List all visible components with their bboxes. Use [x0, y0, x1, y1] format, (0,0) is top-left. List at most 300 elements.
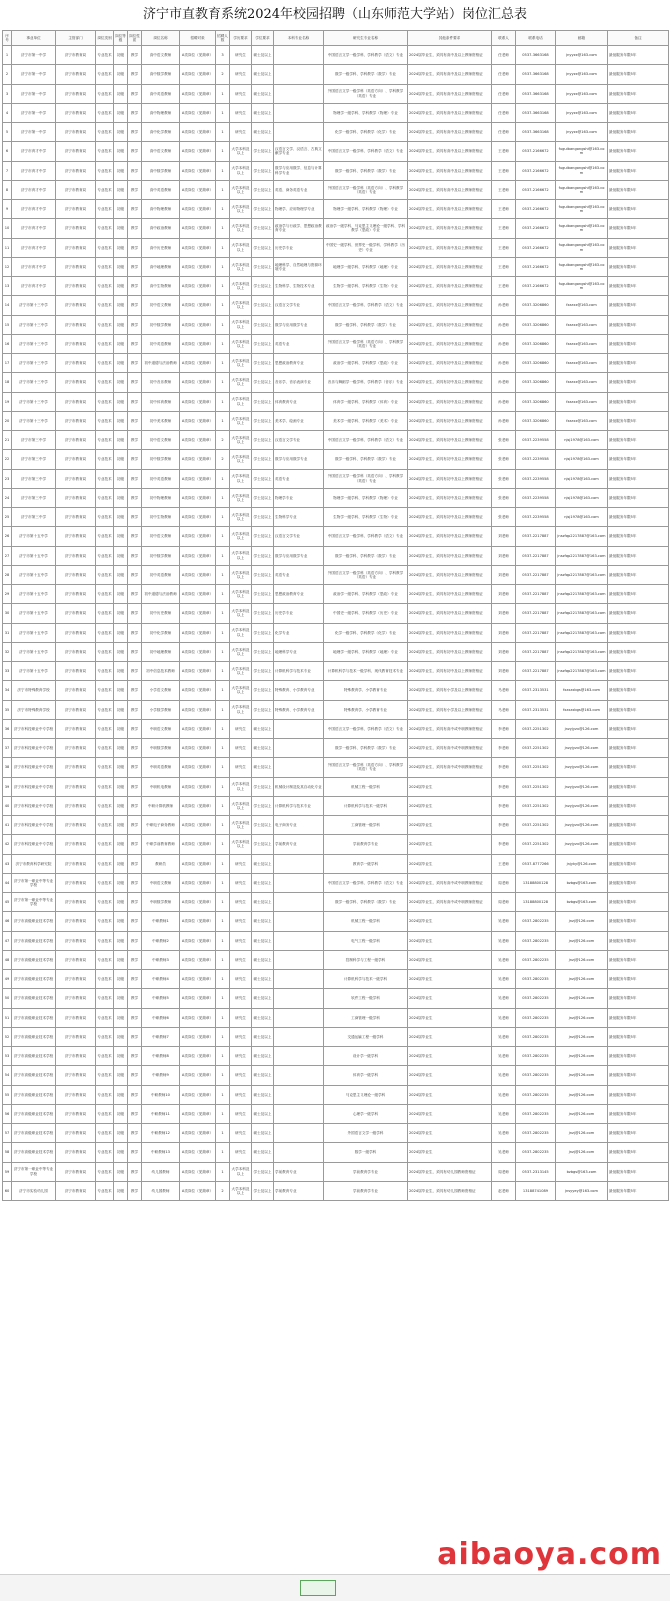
table-cell: 张老师	[492, 469, 516, 488]
table-cell: 0537-2166672	[516, 257, 556, 276]
table-cell: jnzj@126.com	[556, 950, 608, 969]
table-cell: 中国语言文学一级学科、学科教学（语文）专业	[324, 142, 408, 161]
table-cell: 1	[216, 103, 230, 122]
table-cell: 最低服务年限5年	[608, 450, 669, 469]
table-cell: 2024届毕业生，须具有高中及以上教师资格证	[408, 103, 492, 122]
table-cell: 济宁市教育局	[56, 527, 96, 546]
table-cell: 学士及以上	[252, 835, 274, 854]
table-cell: 2	[3, 65, 12, 84]
column-header: 岗位等级	[114, 31, 128, 46]
table-cell: 外国语言文学一级学科（英语方向）、学科教学（英语）专业	[324, 180, 408, 199]
table-cell: 0537-3206860	[516, 334, 556, 353]
table-cell: 大学本科及以上	[230, 219, 252, 238]
table-cell: 1	[216, 854, 230, 873]
table-cell: 初级	[114, 1162, 128, 1181]
table-cell: 初中数学教师	[142, 315, 180, 334]
table-cell: 初级	[114, 1104, 128, 1123]
table-cell: A类岗位（见简章）	[180, 142, 216, 161]
table-cell: 刘老师	[492, 546, 516, 565]
table-cell: 电子商务专业	[274, 816, 324, 835]
table-cell: 济宁市第十五中学	[12, 623, 56, 642]
table-cell: 济宁市高级职业技术学校	[12, 950, 56, 969]
table-cell: 研究生	[230, 1143, 252, 1162]
table-cell: 研究生	[230, 950, 252, 969]
table-cell: 2024届毕业生，须具有初中及以上教师资格证	[408, 296, 492, 315]
table-cell: 初级	[114, 469, 128, 488]
table-cell: fuguibangongshi@163.com	[556, 142, 608, 161]
table-cell: 6	[3, 142, 12, 161]
table-cell: 初级	[114, 1085, 128, 1104]
table-cell: 最低服务年限5年	[608, 84, 669, 103]
table-cell	[274, 719, 324, 738]
table-cell: 58	[3, 1143, 12, 1162]
table-cell: 中职英语教师	[142, 758, 180, 777]
table-cell: 0537-3206860	[516, 373, 556, 392]
table-cell: 李老师	[492, 777, 516, 796]
table-cell: 大学本科及以上	[230, 1181, 252, 1200]
table-cell: 济宁市第十三中学	[12, 296, 56, 315]
table-cell: 济宁市第三中学	[12, 488, 56, 507]
table-row	[3, 623, 669, 642]
table-cell: 学前教育专业	[274, 1162, 324, 1181]
table-cell: 教学	[128, 296, 142, 315]
table-cell: 初中音乐教师	[142, 373, 180, 392]
table-cell: 李老师	[492, 835, 516, 854]
table-cell: 教学	[128, 719, 142, 738]
table-cell: 0537-2239558	[516, 450, 556, 469]
table-cell: jnzj@126.com	[556, 970, 608, 989]
table-cell: 大学本科及以上	[230, 527, 252, 546]
table-cell: 专业技术	[96, 1047, 114, 1066]
table-cell: 硕士及以上	[252, 1104, 274, 1123]
table-cell: 13	[3, 277, 12, 296]
table-cell: 1	[216, 315, 230, 334]
table-cell: 60	[3, 1181, 12, 1200]
table-cell: 专业技术	[96, 893, 114, 912]
table-cell: 王老师	[492, 257, 516, 276]
table-cell: 初级	[114, 931, 128, 950]
table-cell: 0537-2239558	[516, 431, 556, 450]
table-cell: 济宁市育才中学	[12, 161, 56, 180]
table-cell	[274, 1008, 324, 1027]
table-cell: 教学	[128, 508, 142, 527]
table-cell: 2024届毕业生，须具有初中及以上教师资格证	[408, 642, 492, 661]
table-cell: 1	[216, 719, 230, 738]
table-cell: 数学与应用数学专业	[274, 450, 324, 469]
table-cell: 学士及以上	[252, 546, 274, 565]
table-cell: 任老师	[492, 84, 516, 103]
table-cell: 31	[3, 623, 12, 642]
table-cell: 最低服务年限5年	[608, 758, 669, 777]
table-cell: 济宁市教育局	[56, 796, 96, 815]
table-cell	[274, 1027, 324, 1046]
table-cell: 2024届毕业生	[408, 777, 492, 796]
table-cell: 刘老师	[492, 604, 516, 623]
table-cell: 专业技术	[96, 238, 114, 257]
table-cell: 中国语言文学一级学科、学科教学（语文）专业	[324, 873, 408, 892]
table-cell: jnzj@126.com	[556, 1124, 608, 1143]
table-cell: 学士及以上	[252, 527, 274, 546]
table-cell: 济宁市教育局	[56, 623, 96, 642]
table-cell: 最低服务年限5年	[608, 950, 669, 969]
table-cell: 最低服务年限5年	[608, 816, 669, 835]
table-cell: 0537-2217887	[516, 662, 556, 681]
table-cell: 吴老师	[492, 1085, 516, 1104]
table-row	[3, 354, 669, 373]
table-cell: 中国史一级学科、世界史一级学科、学科教学（历史）专业	[324, 238, 408, 257]
table-cell: 特殊教育学、小学教育专业	[324, 681, 408, 700]
table-cell: fzzzxx@163.com	[556, 411, 608, 430]
table-cell: fuguibangongshi@163.com	[556, 238, 608, 257]
table-cell: 中国语言文学一级学科、学科教学（语文）专业	[324, 431, 408, 450]
table-cell: 机械工程一级学科	[324, 912, 408, 931]
table-cell: 吴老师	[492, 1124, 516, 1143]
table-cell: 济宁市教育局	[56, 604, 96, 623]
table-row	[3, 1008, 669, 1027]
table-cell: 幼儿园教师	[142, 1162, 180, 1181]
table-row	[3, 180, 669, 199]
table-cell: 教学	[128, 488, 142, 507]
table-row	[3, 508, 669, 527]
table-cell: A类岗位（见简章）	[180, 1104, 216, 1123]
table-cell: 物理学专业	[274, 488, 324, 507]
recruitment-sheet	[2, 30, 668, 1201]
table-cell: 数学一级学科、学科教学（数学）专业	[324, 893, 408, 912]
table-cell: 专业技术	[96, 296, 114, 315]
table-cell: 教学	[128, 1143, 142, 1162]
table-row	[3, 84, 669, 103]
table-cell: 物理学一级学科、学科教学（物理）专业	[324, 200, 408, 219]
table-cell: A类岗位（见简章）	[180, 411, 216, 430]
table-cell: 初级	[114, 719, 128, 738]
table-cell: 教学	[128, 334, 142, 353]
table-cell: 学士及以上	[252, 277, 274, 296]
table-cell: 最低服务年限5年	[608, 180, 669, 199]
table-row	[3, 1027, 669, 1046]
table-cell: 27	[3, 546, 12, 565]
table-cell: 专业技术	[96, 700, 114, 719]
table-cell: 28	[3, 565, 12, 584]
table-cell: 思想政治教育专业	[274, 354, 324, 373]
table-cell: 2024届毕业生	[408, 835, 492, 854]
table-cell: njsj1978@163.com	[556, 469, 608, 488]
table-cell: 教学	[128, 642, 142, 661]
table-cell: 硕士及以上	[252, 1008, 274, 1027]
table-cell: 1	[216, 989, 230, 1008]
table-cell: 体育学一级学科	[324, 1066, 408, 1085]
table-cell: 专业技术	[96, 373, 114, 392]
table-cell: 1	[216, 354, 230, 373]
table-cell: 大学本科及以上	[230, 488, 252, 507]
table-cell: 0537-2802235	[516, 950, 556, 969]
table-cell: 专业技术	[96, 142, 114, 161]
table-cell: 初级	[114, 912, 128, 931]
table-cell: 高中数学教师	[142, 65, 180, 84]
table-cell: 大学本科及以上	[230, 354, 252, 373]
table-cell: jnjyky@126.com	[556, 854, 608, 873]
table-cell: 济宁市教育局	[56, 565, 96, 584]
table-cell: 计算机科学与技术专业	[274, 796, 324, 815]
table-cell: 学士及以上	[252, 354, 274, 373]
table-cell: 孙老师	[492, 373, 516, 392]
table-cell: 最低服务年限5年	[608, 1008, 669, 1027]
table-cell: 2024届毕业生，须具有高中及以上教师资格证	[408, 123, 492, 142]
table-cell: 初中语文教师	[142, 431, 180, 450]
table-cell: 大学本科及以上	[230, 431, 252, 450]
table-cell: 57	[3, 1124, 12, 1143]
table-cell: 25	[3, 508, 12, 527]
table-cell: 研究生	[230, 970, 252, 989]
table-cell: 研究生	[230, 893, 252, 912]
table-cell: 教学	[128, 796, 142, 815]
table-cell: 0537-2217887	[516, 642, 556, 661]
table-cell: 济宁市教育局	[56, 1066, 96, 1085]
table-cell: 教学	[128, 238, 142, 257]
table-cell: 中职数学教师	[142, 893, 180, 912]
table-cell: A类岗位（见简章）	[180, 180, 216, 199]
table-row	[3, 450, 669, 469]
table-cell: 美术学、绘画专业	[274, 411, 324, 430]
table-cell: jnszfqp2217887@163.com	[556, 527, 608, 546]
table-cell: 初级	[114, 970, 128, 989]
table-cell	[274, 123, 324, 142]
table-cell: 汉语言文学专业	[274, 296, 324, 315]
table-cell: 1	[216, 1104, 230, 1123]
table-cell: 初级	[114, 431, 128, 450]
table-cell: 2024届毕业生，须具有初中及以上教师资格证	[408, 373, 492, 392]
table-cell: 研究生	[230, 1027, 252, 1046]
table-cell: 李老师	[492, 758, 516, 777]
table-cell: 教学	[128, 46, 142, 65]
table-cell: 2024届毕业生，须具有高中或中职教师资格证	[408, 758, 492, 777]
table-cell: 教学	[128, 1047, 142, 1066]
table-cell: 济宁市教育局	[56, 431, 96, 450]
table-cell	[274, 970, 324, 989]
table-cell: 0537-2251302	[516, 758, 556, 777]
table-cell: 孙老师	[492, 354, 516, 373]
table-cell: 马老师	[492, 681, 516, 700]
table-cell: 教学	[128, 546, 142, 565]
table-cell: 研究生	[230, 84, 252, 103]
table-cell: jnzj@126.com	[556, 989, 608, 1008]
table-cell: 大学本科及以上	[230, 835, 252, 854]
table-cell: 学士及以上	[252, 508, 274, 527]
table-cell: 0537-2217887	[516, 527, 556, 546]
table-cell: 59	[3, 1162, 12, 1181]
table-cell: 中职学前教育教师	[142, 835, 180, 854]
table-cell: A类岗位（见简章）	[180, 623, 216, 642]
table-cell: 数学一级学科、学科教学（数学）专业	[324, 161, 408, 180]
table-cell: 0537-2217887	[516, 585, 556, 604]
table-cell: 43	[3, 854, 12, 873]
table-cell: 最低服务年限5年	[608, 277, 669, 296]
table-cell: 2024届毕业生，须具有高中或中职教师资格证	[408, 719, 492, 738]
table-cell: 学士及以上	[252, 411, 274, 430]
table-cell: 1	[216, 816, 230, 835]
table-cell: 研究生	[230, 873, 252, 892]
table-cell: 济宁市育才中学	[12, 238, 56, 257]
table-cell: jnszfqp2217887@163.com	[556, 565, 608, 584]
table-cell: 0537-2802235	[516, 1104, 556, 1123]
table-cell: 研究生	[230, 758, 252, 777]
table-row	[3, 142, 669, 161]
table-cell: A类岗位（见简章）	[180, 1124, 216, 1143]
table-cell: 济宁市教育局	[56, 1124, 96, 1143]
table-cell: 教学	[128, 315, 142, 334]
table-cell: jnzyjyzx@126.com	[556, 796, 608, 815]
table-cell: 最低服务年限5年	[608, 238, 669, 257]
table-cell: 21	[3, 431, 12, 450]
table-cell: 刘老师	[492, 527, 516, 546]
table-cell: 最低服务年限5年	[608, 65, 669, 84]
table-cell: 大学本科及以上	[230, 200, 252, 219]
table-cell: 教学	[128, 277, 142, 296]
table-row	[3, 469, 669, 488]
table-cell: fzzzxx@163.com	[556, 392, 608, 411]
table-cell: 物理学一级学科、学科教学（物理）专业	[324, 488, 408, 507]
table-row	[3, 431, 669, 450]
table-cell: 初级	[114, 739, 128, 758]
table-cell: 1	[216, 411, 230, 430]
table-cell: 专业技术	[96, 681, 114, 700]
table-cell: 初中道德与法治教师	[142, 354, 180, 373]
table-cell: 济宁市育才中学	[12, 277, 56, 296]
table-cell: 最低服务年限5年	[608, 796, 669, 815]
table-cell: 大学本科及以上	[230, 161, 252, 180]
table-cell: 1	[216, 777, 230, 796]
table-cell: A类岗位（见简章）	[180, 989, 216, 1008]
table-cell: jnszfqp2217887@163.com	[556, 604, 608, 623]
column-header: 联系人	[492, 31, 516, 46]
table-cell: 英语专业	[274, 469, 324, 488]
table-cell: 研究生	[230, 912, 252, 931]
table-cell: A类岗位（见简章）	[180, 315, 216, 334]
table-cell: 济宁市教育局	[56, 277, 96, 296]
table-cell: 济宁市科技职业中专学校	[12, 758, 56, 777]
table-cell: A类岗位（见简章）	[180, 662, 216, 681]
table-cell: 孙老师	[492, 334, 516, 353]
table-cell: 工商管理一级学科	[324, 816, 408, 835]
table-cell: 硕士及以上	[252, 912, 274, 931]
table-cell: 济宁市育才中学	[12, 180, 56, 199]
table-row	[3, 950, 669, 969]
column-header: 岗位类别	[96, 31, 114, 46]
column-header: 序号	[3, 31, 12, 46]
table-cell: 济宁市教育局	[56, 411, 96, 430]
table-cell: 初中化学教师	[142, 623, 180, 642]
table-cell: A类岗位（见简章）	[180, 719, 216, 738]
table-cell: 13188800128	[516, 893, 556, 912]
table-cell: 12	[3, 257, 12, 276]
table-cell: 中职计算机教师	[142, 796, 180, 815]
table-cell: 0537-2802235	[516, 989, 556, 1008]
table-cell: 计算机科学与技术专业	[274, 662, 324, 681]
table-cell: 专业技术	[96, 623, 114, 642]
table-cell: 济宁市教育局	[56, 950, 96, 969]
table-cell: 中职教师9	[142, 1066, 180, 1085]
table-cell: jnszfqp2217887@163.com	[556, 546, 608, 565]
table-cell: 研究生	[230, 123, 252, 142]
table-cell: 李老师	[492, 796, 516, 815]
table-cell: 地理学一级学科、学科教学（地理）专业	[324, 642, 408, 661]
table-cell: 2024届毕业生	[408, 816, 492, 835]
table-cell: 1	[216, 931, 230, 950]
table-cell: 56	[3, 1104, 12, 1123]
table-cell: A类岗位（见简章）	[180, 816, 216, 835]
table-cell: 济宁市第一职业中等专业学校	[12, 1162, 56, 1181]
table-cell: 2024届毕业生	[408, 854, 492, 873]
table-cell: 学士及以上	[252, 219, 274, 238]
table-cell: 研究生	[230, 1008, 252, 1027]
table-cell: 硕士及以上	[252, 1047, 274, 1066]
table-cell: 8	[3, 180, 12, 199]
table-cell: 初级	[114, 1047, 128, 1066]
table-cell: 教学	[128, 912, 142, 931]
table-cell: 1	[216, 585, 230, 604]
table-cell: 研究生	[230, 1066, 252, 1085]
table-cell: 初级	[114, 1181, 128, 1200]
table-cell: njsj1978@163.com	[556, 450, 608, 469]
table-cell: 济宁市第三中学	[12, 431, 56, 450]
table-cell: 吴老师	[492, 989, 516, 1008]
sheet-tab-active[interactable]	[300, 1580, 336, 1596]
table-cell: 初级	[114, 700, 128, 719]
table-cell: 研究生	[230, 739, 252, 758]
table-cell: 2024届毕业生	[408, 1085, 492, 1104]
table-cell: 大学本科及以上	[230, 373, 252, 392]
table-cell: 0537-2166672	[516, 200, 556, 219]
table-cell: 计算机科学与技术一级学科	[324, 970, 408, 989]
table-cell: 数学一级学科、学科教学（数学）专业	[324, 546, 408, 565]
table-cell: 初级	[114, 989, 128, 1008]
table-cell: 济宁市教育局	[56, 854, 96, 873]
table-cell: 1	[216, 662, 230, 681]
table-cell: 高中政治教师	[142, 219, 180, 238]
table-cell: 1	[216, 700, 230, 719]
table-cell: 2024届毕业生，须具有高中及以上教师资格证	[408, 46, 492, 65]
table-cell: 42	[3, 835, 12, 854]
table-cell: 地理科学专业	[274, 642, 324, 661]
table-cell: 0537-3663168	[516, 65, 556, 84]
table-row	[3, 893, 669, 912]
table-cell: 硕士及以上	[252, 84, 274, 103]
table-cell: 最低服务年限5年	[608, 161, 669, 180]
table-cell: 大学本科及以上	[230, 565, 252, 584]
table-cell: 最低服务年限5年	[608, 142, 669, 161]
table-cell: 47	[3, 931, 12, 950]
table-cell: 济宁市教育局	[56, 1181, 96, 1200]
table-cell	[274, 1047, 324, 1066]
table-cell: 研究生	[230, 1124, 252, 1143]
table-cell: 汉语言文学、汉语言、古典文献学专业	[274, 142, 324, 161]
table-cell: 中职教师5	[142, 989, 180, 1008]
table-cell: 0537-2166672	[516, 277, 556, 296]
table-cell: 2024届毕业生	[408, 1143, 492, 1162]
table-cell: 2024届毕业生，须具有初中及以上教师资格证	[408, 565, 492, 584]
table-cell: 2	[216, 431, 230, 450]
table-cell: 学前教育学专业	[324, 1181, 408, 1200]
table-cell: jnzj@126.com	[556, 912, 608, 931]
table-cell: 最低服务年限5年	[608, 989, 669, 1008]
table-cell: 初级	[114, 373, 128, 392]
table-cell: 济宁市第一中学	[12, 103, 56, 122]
table-cell: A类岗位（见简章）	[180, 681, 216, 700]
table-cell: 2024届毕业生	[408, 1008, 492, 1027]
table-cell: fzzzxx@163.com	[556, 296, 608, 315]
table-cell: 教学	[128, 816, 142, 835]
table-cell: 0537-2802235	[516, 1047, 556, 1066]
table-cell: 最低服务年限5年	[608, 431, 669, 450]
